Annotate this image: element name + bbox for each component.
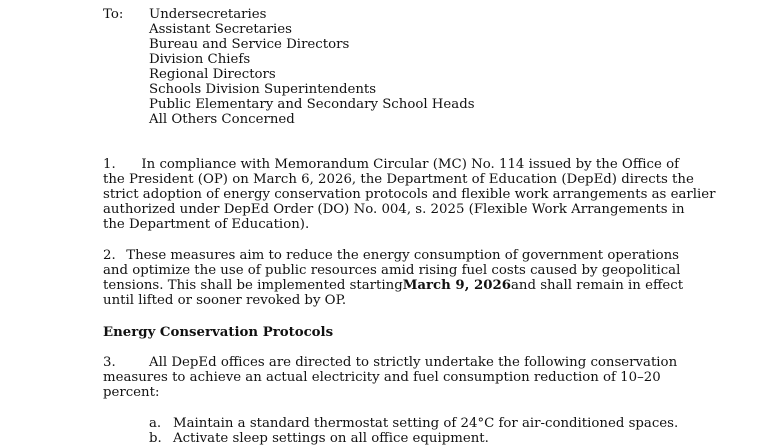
paragraph-text: percent: (103, 385, 160, 400)
list-item-text: Maintain a standard thermostat setting of 24°C for air-conditioned spaces. (173, 416, 679, 431)
paragraph-2 (103, 248, 684, 308)
effective-date: March 9, 2026 (402, 278, 511, 293)
to-label: To: (103, 7, 124, 22)
recipient: Assistant Secretaries (149, 22, 292, 37)
paragraph-text: and optimize the use of public resources amid rising fuel costs caused by geopolitical (103, 263, 681, 278)
paragraph-text: authorized under DepEd Order (DO) No. 004, s. 2025 (Flexible Work Arrangements in (103, 202, 685, 217)
paragraph-number: 1. (103, 157, 116, 172)
paragraph-text: All DepEd offices are directed to strictly undertake the following conservation (149, 355, 678, 370)
paragraph-3 (103, 355, 679, 400)
list-item (149, 431, 489, 446)
paragraph-text: In compliance with Memorandum Circular (MC) No. 114 issued by the Office of (141, 157, 679, 172)
recipient: Public Elementary and Secondary School Heads (149, 97, 475, 112)
recipient: Division Chiefs (149, 52, 251, 67)
paragraph-text-with-date (103, 278, 684, 293)
paragraph-text: until lifted or sooner revoked by OP. (103, 293, 347, 308)
paragraph-text: the Department of Education). (103, 217, 310, 232)
list-item-text: Activate sleep settings on all office equipment. (173, 431, 489, 446)
section-heading: Energy Conservation Protocols (103, 325, 334, 340)
paragraph-number: 3. (103, 355, 116, 370)
paragraph-text: the President (OP) on March 6, 2026, the Department of Education (DepEd) directs the (103, 172, 694, 187)
paragraph-1 (103, 157, 716, 232)
recipient: Schools Division Superintendents (149, 82, 377, 97)
paragraph-text: and shall remain in effect (510, 278, 684, 293)
paragraph-text: strict adoption of energy conservation protocols and flexible work arrangements as earlier (103, 187, 716, 202)
recipient: Undersecretaries (149, 7, 267, 22)
recipient-list (149, 7, 475, 127)
recipient: Regional Directors (149, 67, 276, 82)
paragraph-text: These measures aim to reduce the energy consumption of government operations (126, 248, 679, 263)
list-item (149, 416, 678, 431)
paragraph-text: measures to achieve an actual electricity and fuel consumption reduction of 10–20 (103, 370, 661, 385)
list-marker: a. (149, 416, 162, 431)
recipient: Bureau and Service Directors (149, 37, 350, 52)
paragraph-number: 2. (103, 248, 116, 263)
recipient: All Others Concerned (149, 112, 295, 127)
paragraph-text: tensions. This shall be implemented starting (103, 278, 403, 293)
list-marker: b. (149, 431, 162, 446)
